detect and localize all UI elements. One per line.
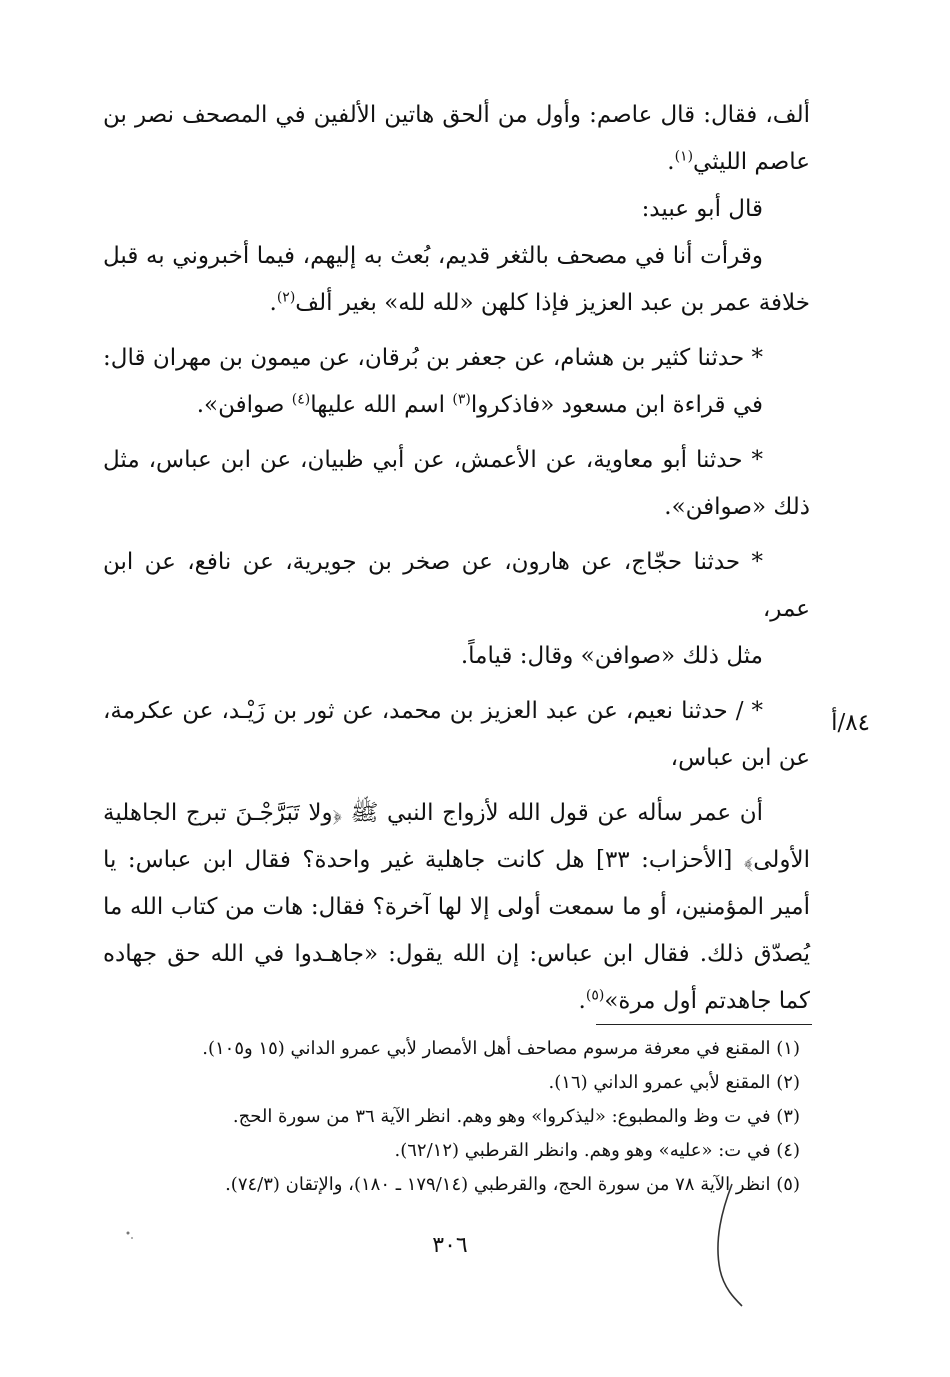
footnote-separator [596,1024,812,1025]
paragraph-10 [103,790,810,1025]
paragraph-1-text: ألف، فقال: قال عاصم: وأول من ألحق هاتين الألفين في المصحف نصر بن عاصم الليثي [103,102,810,175]
paragraph-1-end: . [667,149,675,175]
spacer [103,327,810,335]
footnote-ref-4[interactable]: (٤) [291,391,311,408]
paragraph-10-end: . [578,988,586,1014]
footnote-ref-1[interactable]: (١) [674,148,694,165]
paragraph-5-text-b: اسم الله عليها [310,392,453,418]
footnote-2: (٢) المقنع لأبي عمرو الداني (١٦). [548,1072,800,1093]
footnote-3: (٣) في ت وظ والمطبوع: «ليذكروا» وهو وهم. انظر الآية ٣٦ من سورة الحج. [232,1106,800,1127]
paragraph-5-text-c: صوافن». [196,392,292,418]
spacer [103,429,810,437]
paragraph-9: * / حدثنا نعيم، عن عبد العزيز بن محمد، عن ثور بن زَيْـد، عن عكرمة، عن ابن عباس، [103,698,810,771]
page-number: ٣٠٦ [432,1233,468,1258]
main-text [103,92,810,1025]
paragraph-4: * حدثنا كثير بن هشام، عن جعفر بن بُرقان، عن ميمون بن مهران قال: [103,345,763,371]
paragraph-3-text: وقرأت أنا في مصحف بالثغر قديم، بُعث به إليهم، فيما أخبروني به قبل خلافة عمر بن عبد العزيز فإذا كلهن «لله لله» بغير ألف [103,243,810,316]
paragraph-2: قال أبو عبيد: [641,196,763,222]
paragraph-8: مثل ذلك «صوافن» وقال: قياماً. [460,643,763,669]
paragraph-3 [103,233,810,327]
scan-speck [120,1225,140,1245]
footnote-4: (٤) في ت: «عليه» وهو وهم. وانظر القرطبي (٦٢/١٢). [394,1140,800,1161]
paragraph-10-text: أن عمر سأله عن قول الله لأزواج النبي ﷺ ﴿ولا تَبَرَّجْـنَ تبرج الجاهلية الأولى﴾ [الأحزاب: ٣٣] هل كانت جاهلية غير واحدة؟ فقال ابن عباس: يا أمير المؤمنين، أو ما سمعت أولى إلا لها آخرة؟ فقال: هات من كتاب الله ما يُصدّق ذلك. فقال ابن عباس: إن الله يقول: «جاهـدوا في الله حق جهاده كما جاهدتم أول مرة» [103,800,810,1014]
paragraph-5-text-a: في قراءة ابن مسعود «فاذكروا [470,392,763,418]
paragraph-5 [103,382,810,429]
manuscript-folio-marker: ٨٤/أ [831,710,870,736]
footnote-1: (١) المقنع في معرفة مرسوم مصاحف أهل الأمصار لأبي عمرو الداني (١٥ و١٠٥). [202,1038,800,1059]
paragraph-3-end: . [269,290,277,316]
footnotes [100,1032,800,1202]
pen-stroke-mark [700,1180,760,1310]
paragraph-7: * حدثنا حجّاج، عن هارون، عن صخر بن جويرية، عن نافع، عن ابن عمر، [103,549,810,622]
footnote-5: (٥) انظر الآية ٧٨ من سورة الحج، والقرطبي (١٧٩/١٤ ـ ١٨٠)، والإتقان (٧٤/٣). [225,1174,800,1195]
spacer [103,782,810,790]
spacer [103,680,810,688]
spacer [103,531,810,539]
footnote-ref-3[interactable]: (٣) [452,391,471,408]
footnote-ref-2[interactable]: (٢) [276,289,296,306]
footnote-ref-5[interactable]: (٥) [585,987,605,1004]
paragraph-1 [103,92,810,186]
paragraph-6: * حدثنا أبو معاوية، عن الأعمش، عن أبي ظبيان، عن ابن عباس، مثل ذلك «صوافن». [103,447,810,520]
